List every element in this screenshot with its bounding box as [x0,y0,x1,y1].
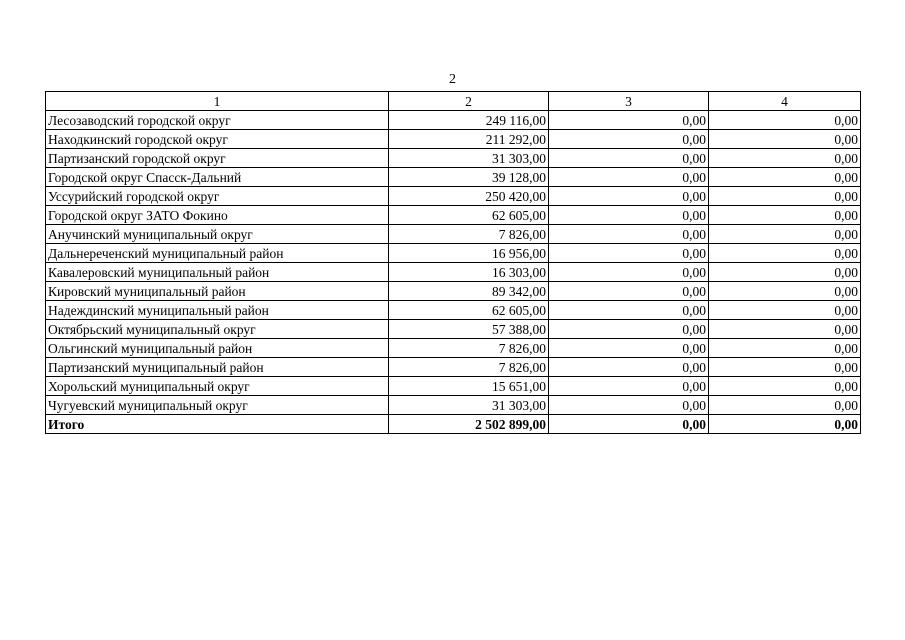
amount-col4: 0,00 [709,358,861,377]
amount-col2: 7 826,00 [389,225,549,244]
amount-col4: 0,00 [709,187,861,206]
amount-col4: 0,00 [709,396,861,415]
amount-col3: 0,00 [549,358,709,377]
municipality-name: Анучинский муниципальный округ [46,225,389,244]
table-row [46,282,861,301]
amount-col2: 211 292,00 [389,130,549,149]
amount-col4: 0,00 [709,225,861,244]
column-header: 2 [389,92,549,111]
amount-col4: 0,00 [709,206,861,225]
amount-col3: 0,00 [549,187,709,206]
amount-col3: 0,00 [549,206,709,225]
table-row [46,168,861,187]
total-row [46,415,861,434]
amount-col2: 62 605,00 [389,206,549,225]
amount-col3: 0,00 [549,301,709,320]
amount-col2: 15 651,00 [389,377,549,396]
municipality-name: Лесозаводский городской округ [46,111,389,130]
amount-col3: 0,00 [549,396,709,415]
municipality-name: Надеждинский муниципальный район [46,301,389,320]
table-row [46,301,861,320]
table-row [46,396,861,415]
allocation-table [45,91,861,434]
amount-col2: 7 826,00 [389,339,549,358]
amount-col4: 0,00 [709,244,861,263]
municipality-name: Уссурийский городской округ [46,187,389,206]
amount-col4: 0,00 [709,339,861,358]
amount-col3: 0,00 [549,377,709,396]
amount-col2: 7 826,00 [389,358,549,377]
municipality-name: Городской округ ЗАТО Фокино [46,206,389,225]
amount-col4: 0,00 [709,320,861,339]
amount-col4: 0,00 [709,301,861,320]
column-header: 1 [46,92,389,111]
amount-col4: 0,00 [709,263,861,282]
amount-col3: 0,00 [549,263,709,282]
amount-col4: 0,00 [709,111,861,130]
amount-col2: 89 342,00 [389,282,549,301]
municipality-name: Дальнереченский муниципальный район [46,244,389,263]
amount-col2: 62 605,00 [389,301,549,320]
column-header: 3 [549,92,709,111]
amount-col3: 0,00 [549,111,709,130]
amount-col4: 0,00 [709,130,861,149]
municipality-name: Партизанский муниципальный район [46,358,389,377]
table-row [46,225,861,244]
amount-col4: 0,00 [709,377,861,396]
total-col4: 0,00 [709,415,861,434]
table-row [46,244,861,263]
amount-col3: 0,00 [549,244,709,263]
municipality-name: Чугуевский муниципальный округ [46,396,389,415]
amount-col2: 250 420,00 [389,187,549,206]
table-row [46,377,861,396]
amount-col4: 0,00 [709,149,861,168]
table-row [46,263,861,282]
table-row [46,339,861,358]
municipality-name: Кавалеровский муниципальный район [46,263,389,282]
table-row [46,111,861,130]
amount-col2: 16 303,00 [389,263,549,282]
amount-col3: 0,00 [549,168,709,187]
amount-col2: 31 303,00 [389,396,549,415]
amount-col3: 0,00 [549,320,709,339]
municipality-name: Находкинский городской округ [46,130,389,149]
municipality-name: Октябрьский муниципальный округ [46,320,389,339]
municipality-name: Кировский муниципальный район [46,282,389,301]
amount-col2: 16 956,00 [389,244,549,263]
amount-col3: 0,00 [549,149,709,168]
municipality-name: Хорольский муниципальный округ [46,377,389,396]
table-row [46,320,861,339]
column-header: 4 [709,92,861,111]
municipality-name: Ольгинский муниципальный район [46,339,389,358]
amount-col3: 0,00 [549,339,709,358]
amount-col4: 0,00 [709,168,861,187]
table-row [46,358,861,377]
amount-col2: 57 388,00 [389,320,549,339]
amount-col3: 0,00 [549,282,709,301]
municipality-name: Городской округ Спасск-Дальний [46,168,389,187]
amount-col2: 31 303,00 [389,149,549,168]
amount-col4: 0,00 [709,282,861,301]
amount-col3: 0,00 [549,130,709,149]
table-row [46,187,861,206]
amount-col2: 249 116,00 [389,111,549,130]
page-number: 2 [449,72,456,87]
amount-col3: 0,00 [549,225,709,244]
total-col2: 2 502 899,00 [389,415,549,434]
total-col3: 0,00 [549,415,709,434]
table-row [46,206,861,225]
table-row [46,149,861,168]
column-number-row [46,92,861,111]
municipality-name: Партизанский городской округ [46,149,389,168]
total-label: Итого [46,415,389,434]
amount-col2: 39 128,00 [389,168,549,187]
table-row [46,130,861,149]
